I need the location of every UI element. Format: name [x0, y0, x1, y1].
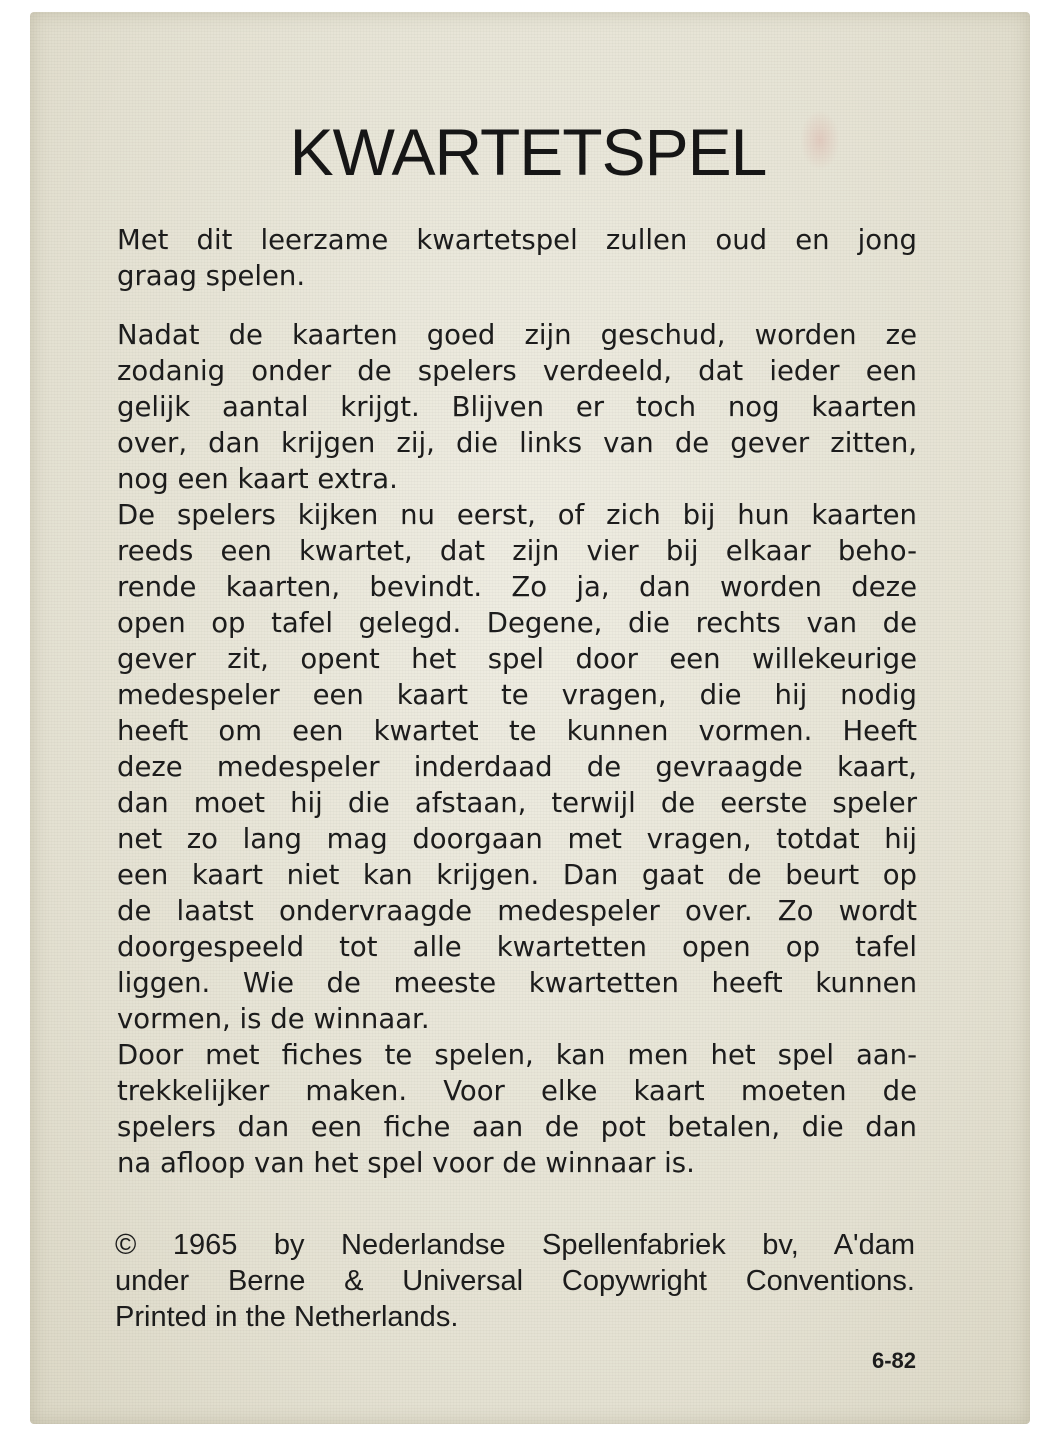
- text-line: dan moet hij die afstaan, terwijl de eerste speler: [117, 787, 917, 819]
- chips-paragraph: [117, 1037, 917, 1181]
- play-paragraph: [117, 497, 917, 1037]
- text-line: trekkelijker maken. Voor elke kaart moeten de: [117, 1075, 917, 1107]
- text-line: spelers dan een fiche aan de pot betalen, die dan: [117, 1111, 917, 1143]
- text-line: reeds een kwartet, dat zijn vier bij elkaar beho-: [117, 535, 917, 567]
- text-line: Met dit leerzame kwartetspel zullen oud en jong: [117, 224, 917, 256]
- text-line: net zo lang mag doorgaan met vragen, totdat hij: [117, 823, 917, 855]
- copyright-line: under Berne & Universal Copywright Conventions.: [115, 1265, 915, 1297]
- text-line: over, dan krijgen zij, die links van de gever zitten,: [117, 427, 917, 459]
- page-title: KWARTETSPEL: [289, 115, 767, 189]
- text-line: open op tafel gelegd. Degene, die rechts van de: [117, 607, 917, 639]
- dealing-paragraph: [117, 317, 917, 497]
- text-line: graag spelen.: [117, 260, 306, 292]
- text-line: heeft om een kwartet te kunnen vormen. Heeft: [117, 715, 917, 747]
- text-line: De spelers kijken nu eerst, of zich bij hun kaarten: [117, 499, 917, 531]
- text-line: vormen, is de winnaar.: [117, 1003, 430, 1035]
- text-line: deze medespeler inderdaad de gevraagde kaart,: [117, 751, 917, 783]
- text-line: Nadat de kaarten goed zijn geschud, worden ze: [117, 319, 917, 351]
- copyright-notice: [115, 1227, 915, 1335]
- text-line: Door met fiches te spelen, kan men het spel aan-: [117, 1039, 917, 1071]
- intro-paragraph: [117, 222, 917, 294]
- text-line: medespeler een kaart te vragen, die hij nodig: [117, 679, 917, 711]
- text-line: gever zit, opent het spel door een willekeurige: [117, 643, 917, 675]
- rules-text: [117, 222, 917, 1181]
- text-line: na afloop van het spel voor de winnaar is.: [117, 1147, 695, 1179]
- text-line: zodanig onder de spelers verdeeld, dat ieder een: [117, 355, 917, 387]
- text-line: doorgespeeld tot alle kwartetten open op tafel: [117, 931, 917, 963]
- product-code: 6-82: [871, 1348, 916, 1373]
- text-line: gelijk aantal krijgt. Blijven er toch nog kaarten: [117, 391, 917, 423]
- copyright-line: Printed in the Netherlands.: [115, 1301, 459, 1333]
- text-line: liggen. Wie de meeste kwartetten heeft kunnen: [117, 967, 917, 999]
- text-line: de laatst ondervraagde medespeler over. Zo wordt: [117, 895, 917, 927]
- text-line: nog een kaart extra.: [117, 463, 398, 495]
- text-line: een kaart niet kan krijgen. Dan gaat de beurt op: [117, 859, 917, 891]
- copyright-line: © 1965 by Nederlandse Spellenfabriek bv, A'dam: [115, 1229, 915, 1261]
- text-line: rende kaarten, bevindt. Zo ja, dan worden deze: [117, 571, 917, 603]
